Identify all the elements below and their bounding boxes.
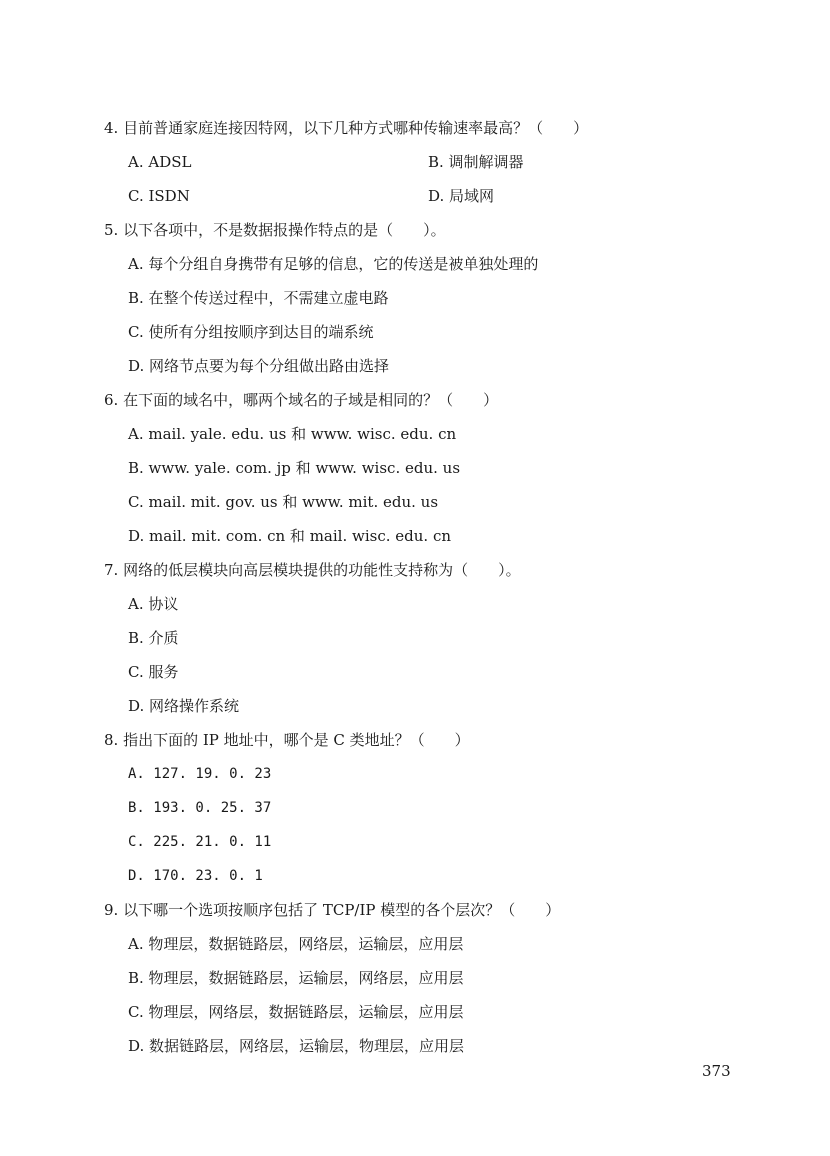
q6-option-a: A. mail. yale. edu. us 和 www. wisc. edu. cn xyxy=(128,425,457,443)
q9-option-c: C. 物理层，网络层，数据链路层，运输层，应用层 xyxy=(128,1003,464,1021)
q4-option-b: B. 调制解调器 xyxy=(428,153,524,171)
q9-option-b: B. 物理层，数据链路层，运输层，网络层，应用层 xyxy=(128,969,464,987)
q6-option-c: C. mail. mit. gov. us 和 www. mit. edu. us xyxy=(128,493,439,511)
q8-option-d: D. 170. 23. 0. 1 xyxy=(128,868,263,884)
q7-option-a: A. 协议 xyxy=(128,595,179,613)
question-6: 6. 在下面的域名中，哪两个域名的子域是相同的？（ ） xyxy=(104,391,499,409)
q8-option-b: B. 193. 0. 25. 37 xyxy=(128,800,272,816)
q5-option-d: D. 网络节点要为每个分组做出路由选择 xyxy=(128,357,390,375)
question-5: 5. 以下各项中，不是数据报操作特点的是（ ）。 xyxy=(104,221,446,239)
q4-option-c: C. ISDN xyxy=(128,187,190,205)
q7-option-c: C. 服务 xyxy=(128,663,179,681)
q6-option-d: D. mail. mit. com. cn 和 mail. wisc. edu. cn xyxy=(128,527,452,545)
q5-option-c: C. 使所有分组按顺序到达目的端系统 xyxy=(128,323,374,341)
q8-option-c: C. 225. 21. 0. 11 xyxy=(128,834,272,850)
question-4: 4. 目前普通家庭连接因特网，以下几种方式哪种传输速率最高？（ ） xyxy=(104,119,589,137)
question-9: 9. 以下哪一个选项按顺序包括了 TCP/IP 模型的各个层次？（ ） xyxy=(104,901,561,919)
q7-option-d: D. 网络操作系统 xyxy=(128,697,240,715)
question-7: 7. 网络的低层模块向高层模块提供的功能性支持称为（ ）。 xyxy=(104,561,521,579)
q9-option-d: D. 数据链路层，网络层，运输层，物理层，应用层 xyxy=(128,1037,465,1055)
q4-option-a: A. ADSL xyxy=(128,153,192,171)
q7-option-b: B. 介质 xyxy=(128,629,179,647)
q5-option-a: A. 每个分组自身携带有足够的信息，它的传送是被单独处理的 xyxy=(128,255,539,273)
q5-option-b: B. 在整个传送过程中，不需建立虚电路 xyxy=(128,289,389,307)
q6-option-b: B. www. yale. com. jp 和 www. wisc. edu. us xyxy=(128,459,461,477)
q9-option-a: A. 物理层，数据链路层，网络层，运输层，应用层 xyxy=(128,935,464,953)
q8-option-a: A. 127. 19. 0. 23 xyxy=(128,766,272,782)
page-number: 373 xyxy=(702,1062,731,1080)
q4-option-d: D. 局域网 xyxy=(428,187,495,205)
question-8: 8. 指出下面的 IP 地址中，哪个是 C 类地址？（ ） xyxy=(104,731,470,749)
